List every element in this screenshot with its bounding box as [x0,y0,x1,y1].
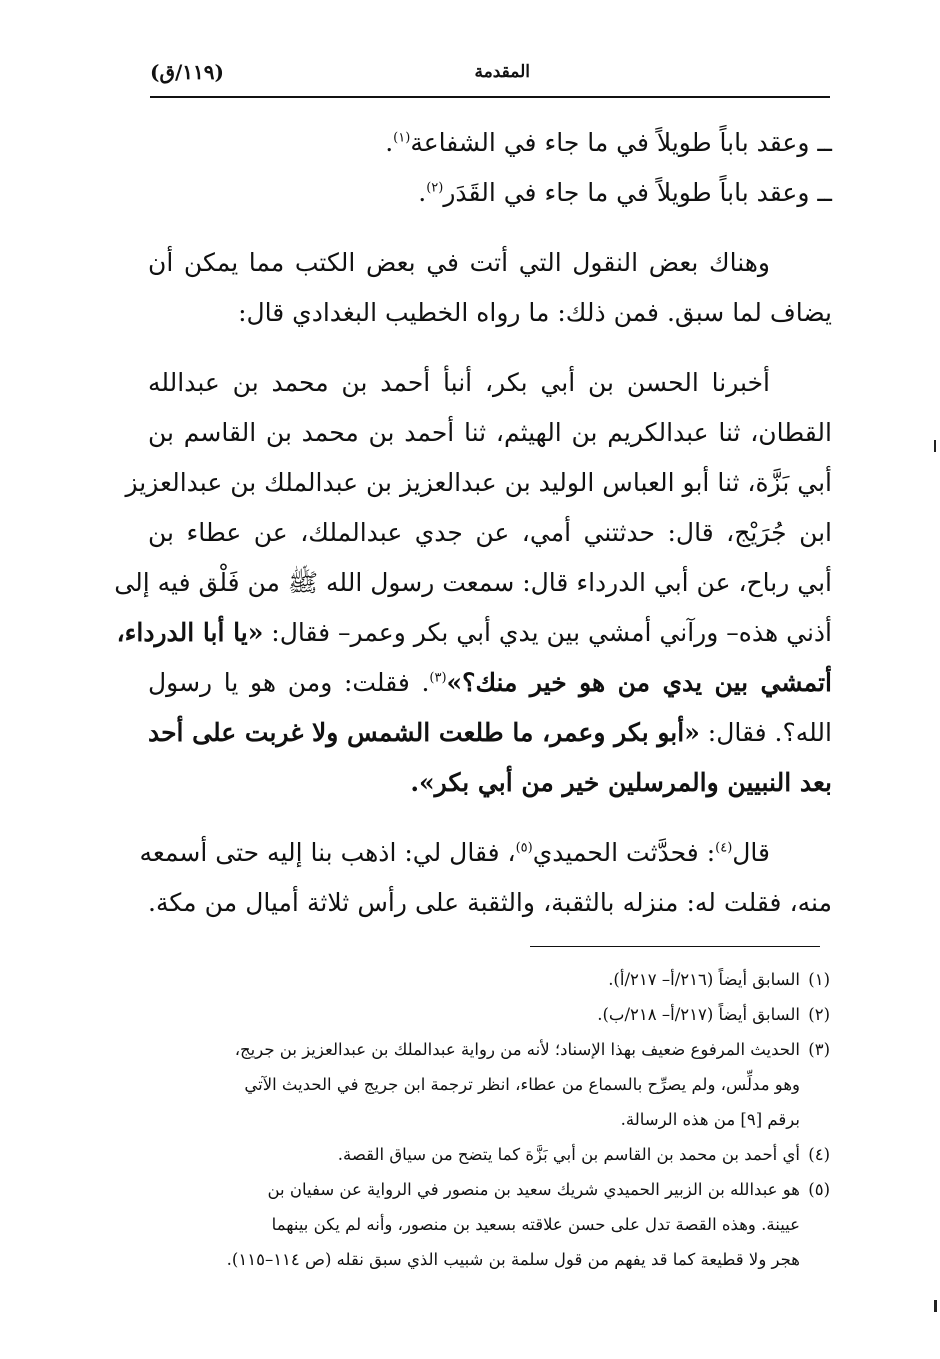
header-title: المقدمة [474,62,530,82]
footnote-ref: (٣) [429,670,447,686]
narration-line: أبي بَزَّة، ثنا أبو العباس الوليد بن عبدالعزيز بن عبدالملك بن عبدالعزيز [125,468,832,497]
closing-line: قال$^{(٤)}$: فحدَّثت الحميدي$^{(٥)}$، فقال لي: اذهب بنا إليه حتى أسمعه [139,838,770,867]
intro-line: يضاف لما سبق. فمن ذلك: ما رواه الخطيب البغدادي قال: [238,298,832,327]
footnote: (٥)هو عبدالله بن الزبير الحميدي شريك سعيد بن منصور في الرواية عن سفيان بن [140,1172,830,1207]
footnote-separator [530,946,820,947]
scan-mark [934,440,936,452]
footnote-ref: (٥) [515,840,533,856]
running-header [150,58,830,90]
narration-line: أبي رباح، عن أبي الدرداء قال: سمعت رسول الله ﷺ من فَلْق فيه إلى [114,568,832,597]
footnote-continuation: عيينة. وهذه القصة تدل على حسن علاقته بسعيد بن منصور، وأنه لم يكن بينهما [271,1215,800,1234]
footnote-number: (٥) [808,1180,830,1199]
footnote-ref: (٢) [426,180,444,196]
footnote-number: (١) [808,970,830,989]
footnote-ref: (١) [393,130,411,146]
manuscript-folio: (١١٩/ق) [150,60,224,84]
list-item: ــ وعقد باباً طويلاً في ما جاء في الشفاعة$^{(١)}$. [385,128,832,157]
footnote-number: (٢) [808,1005,830,1024]
intro-line: وهناك بعض النقول التي أتت في بعض الكتب مما يمكن أن [148,248,770,277]
footnote-number: (٣) [808,1040,830,1059]
narration-line: أتمشي بين يدي من هو خير منك؟»$^{(٣)}$. فقلت: ومن هو يا رسول [148,668,832,697]
narration-line: أخبرنا الحسن بن أبي بكر، أنبأ أحمد بن محمد بن عبدالله [148,368,770,397]
scan-mark [934,1300,937,1312]
narration-line: الله؟. فقال: «أبو بكر وعمر، ما طلعت الشمس ولا غربت على أحد [147,718,832,747]
narration-line: ابن جُرَيْج، قال: حدثتني أمي، عن جدي عبدالملك، عن عطاء بن [148,518,832,547]
footnotes [140,962,830,1277]
hadith-quote: بعد النبيين والمرسلين خير من أبي بكر». [410,768,832,797]
narration-line: أذني هذه– ورآني أمشي بين يدي أبي بكر وعمر– فقال: «يا أبا الدرداء، [116,618,832,647]
footnote: (٤)أي أحمد بن محمد بن القاسم بن أبي بَزَّة كما يتضح من سياق القصة. [140,1137,830,1172]
hadith-quote: «أبو بكر وعمر، ما طلعت الشمس ولا غربت على أحد [147,718,700,747]
footnote-ref: (٤) [715,840,733,856]
header-rule [150,96,830,98]
closing-line: منه، فقلت له: منزله بالثقبة، والثقبة على رأس ثلاثة أميال من مكة. [148,888,832,917]
hadith-quote: أتمشي بين يدي من هو خير منك؟» [446,668,832,697]
footnote: (١)السابق أيضاً (٢١٦/أ– ٢١٧/أ). [140,962,830,997]
footnote: (٢)السابق أيضاً (٢١٧/أ– ٢١٨/ب). [140,997,830,1032]
footnote-continuation: هجر ولا قطيعة كما قد يفهم من قول سلمة بن شبيب الذي سبق نقله (ص ١١٤–١١٥). [226,1250,800,1269]
footnote: (٣)الحديث المرفوع ضعيف بهذا الإسناد؛ لأنه من رواية عبدالملك بن عبدالعزيز بن جريج، [140,1032,830,1067]
footnote-continuation: برقم [٩] من هذه الرسالة. [620,1110,800,1129]
narration-line: القطان، ثنا عبدالكريم بن الهيثم، ثنا أحمد بن محمد بن القاسم بن [148,418,832,447]
footnote-continuation: وهو مدلِّس، ولم يصرِّح بالسماع من عطاء، انظر ترجمة ابن جريج في الحديث الآتي [244,1075,800,1094]
main-text [114,118,832,928]
hadith-quote: «يا أبا الدرداء، [116,618,264,647]
footnote-number: (٤) [808,1145,830,1164]
list-item: ــ وعقد باباً طويلاً في ما جاء في القَدَر$^{(٢)}$. [418,178,832,207]
